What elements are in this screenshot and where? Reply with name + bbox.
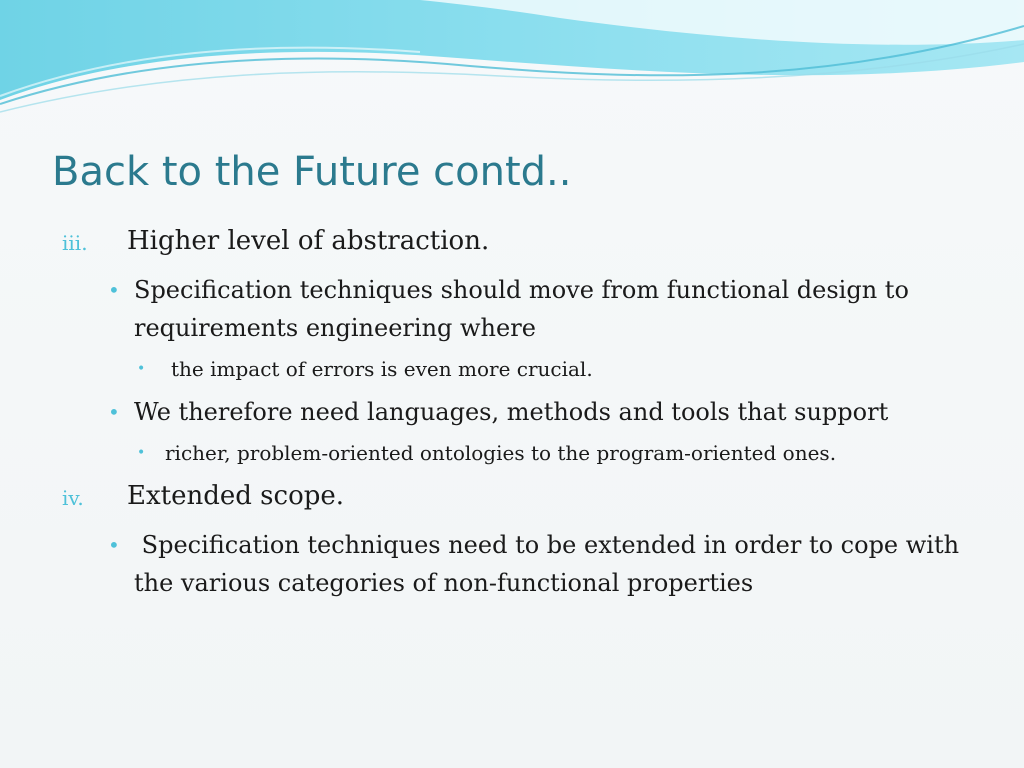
bullet-specification-techniques bbox=[108, 271, 988, 347]
section-iii-number: iii. bbox=[62, 231, 88, 255]
bullet-extended-specification bbox=[108, 526, 988, 602]
bullet-icon: • bbox=[108, 278, 120, 302]
bullet-icon: • bbox=[108, 400, 120, 424]
bullet-text: Specification techniques should move from functional design to requirements engineering where bbox=[134, 276, 909, 342]
subbullet-text: richer, problem-oriented ontologies to the program-oriented ones. bbox=[165, 441, 837, 465]
bullet-icon: • bbox=[108, 533, 120, 557]
slide-title: Back to the Future contd.. bbox=[52, 149, 572, 195]
bullet-icon: • bbox=[137, 445, 146, 461]
bullet-text: We therefore need languages, methods and tools that support bbox=[134, 398, 889, 426]
bullet-text: Specification techniques need to be extended in order to cope with the various categories of non-functional properties bbox=[134, 531, 967, 597]
bullet-icon: • bbox=[137, 361, 146, 377]
section-iii-heading: Higher level of abstraction. bbox=[127, 226, 490, 256]
subbullet-ontologies bbox=[137, 438, 997, 468]
subbullet-text: the impact of errors is even more crucial. bbox=[171, 357, 593, 381]
bullet-languages-methods-tools bbox=[108, 393, 988, 431]
section-iv-number: iv. bbox=[62, 486, 84, 510]
section-iv-heading: Extended scope. bbox=[127, 481, 345, 511]
header-wave-decoration bbox=[0, 0, 1024, 120]
subbullet-impact-of-errors bbox=[137, 354, 997, 384]
